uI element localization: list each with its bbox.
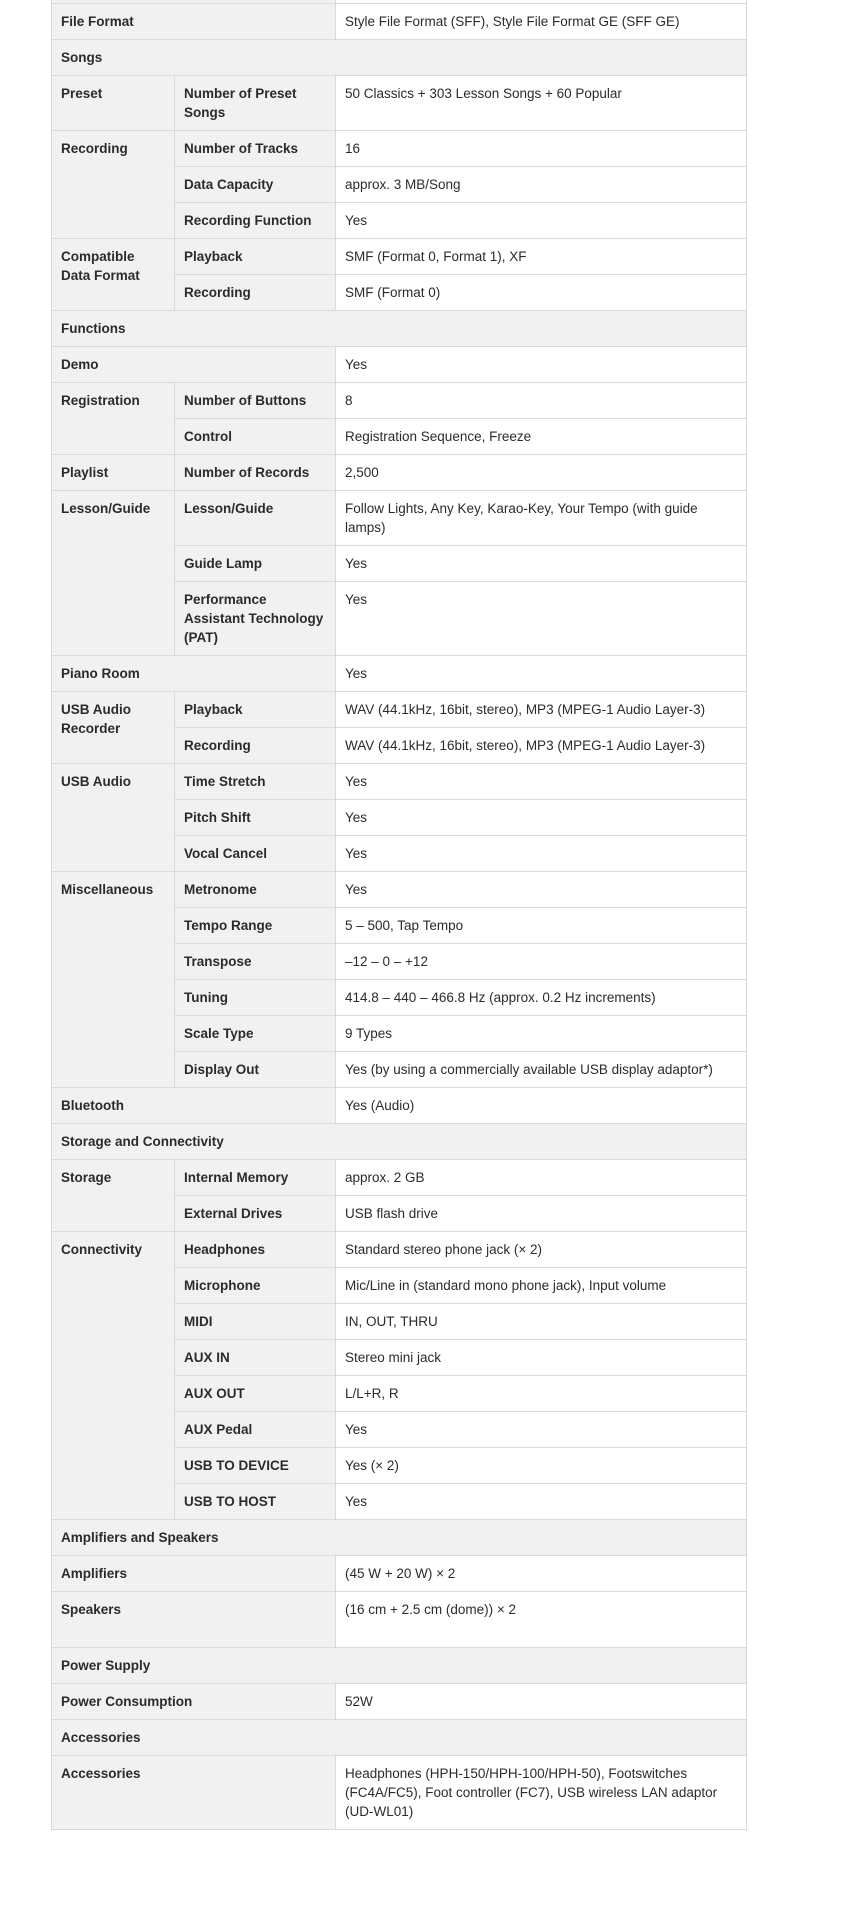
spec-value-cell: Yes <box>336 582 747 656</box>
spec-row <box>52 1592 747 1648</box>
spec-sublabel-cell: Recording Function <box>175 203 336 239</box>
section-header-row <box>52 1720 747 1756</box>
group-label-cell: Preset <box>52 76 175 131</box>
spec-label-cell: Power Consumption <box>52 1684 336 1720</box>
section-header-cell: Songs <box>52 40 747 76</box>
spec-sublabel-cell: Number of Buttons <box>175 383 336 419</box>
spec-value-cell: 414.8 – 440 – 466.8 Hz (approx. 0.2 Hz increments) <box>336 980 747 1016</box>
group-row <box>52 872 747 908</box>
spec-value-cell: WAV (44.1kHz, 16bit, stereo), MP3 (MPEG-1 Audio Layer-3) <box>336 728 747 764</box>
spec-row <box>52 1756 747 1830</box>
spec-row <box>52 1556 747 1592</box>
spec-sublabel-cell: Data Capacity <box>175 167 336 203</box>
group-label-cell: Miscellaneous <box>52 872 175 1088</box>
spec-value-cell: Headphones (HPH-150/HPH-100/HPH-50), Footswitches (FC4A/FC5), Foot controller (FC7), USB wireless LAN adaptor (UD-WL01) <box>336 1756 747 1830</box>
spec-value-cell: SMF (Format 0) <box>336 275 747 311</box>
spec-value-cell: Follow Lights, Any Key, Karao-Key, Your Tempo (with guide lamps) <box>336 491 747 546</box>
spec-sublabel-cell: Recording <box>175 728 336 764</box>
spec-sublabel-cell: Guide Lamp <box>175 546 336 582</box>
spec-value-cell: Yes <box>336 1484 747 1520</box>
section-header-row <box>52 40 747 76</box>
spec-row <box>52 656 747 692</box>
spec-value-cell: IN, OUT, THRU <box>336 1304 747 1340</box>
spec-row <box>52 1088 747 1124</box>
spec-sublabel-cell: Tempo Range <box>175 908 336 944</box>
spec-value-cell: Yes (by using a commercially available USB display adaptor*) <box>336 1052 747 1088</box>
spec-value-cell: Registration Sequence, Freeze <box>336 419 747 455</box>
spec-sublabel-cell: Lesson/Guide <box>175 491 336 546</box>
spec-sublabel-cell: Transpose <box>175 944 336 980</box>
group-row <box>52 383 747 419</box>
section-header-cell: Amplifiers and Speakers <box>52 1520 747 1556</box>
spec-value-cell: 16 <box>336 131 747 167</box>
spec-label-cell: Demo <box>52 347 336 383</box>
spec-value-cell: Yes <box>336 800 747 836</box>
spec-value-cell: Yes (× 2) <box>336 1448 747 1484</box>
spec-sublabel-cell: Playback <box>175 239 336 275</box>
specifications-table <box>51 0 747 1830</box>
group-row <box>52 76 747 131</box>
spec-sublabel-cell: MIDI <box>175 1304 336 1340</box>
specifications-table-body <box>52 0 747 1830</box>
spec-sublabel-cell: Control <box>175 419 336 455</box>
spec-sublabel-cell: Display Out <box>175 1052 336 1088</box>
group-row <box>52 1232 747 1268</box>
group-label-cell: Registration <box>52 383 175 455</box>
spec-value-cell: 52W <box>336 1684 747 1720</box>
spec-value-cell: L/L+R, R <box>336 1376 747 1412</box>
spec-sublabel-cell: Pitch Shift <box>175 800 336 836</box>
section-header-cell: Functions <box>52 311 747 347</box>
spec-value-cell: Yes <box>336 347 747 383</box>
spec-sublabel-cell: Headphones <box>175 1232 336 1268</box>
spec-value-cell: WAV (44.1kHz, 16bit, stereo), MP3 (MPEG-1 Audio Layer-3) <box>336 692 747 728</box>
spec-label-cell: Accessories <box>52 1756 336 1830</box>
spec-value-cell: SMF (Format 0, Format 1), XF <box>336 239 747 275</box>
spec-sublabel-cell: Performance Assistant Technology (PAT) <box>175 582 336 656</box>
spec-sublabel-cell: Recording <box>175 275 336 311</box>
group-label-cell: Recording <box>52 131 175 239</box>
group-row <box>52 692 747 728</box>
group-label-cell: Connectivity <box>52 1232 175 1520</box>
spec-row <box>52 1684 747 1720</box>
spec-row <box>52 4 747 40</box>
spec-value-cell: (45 W + 20 W) × 2 <box>336 1556 747 1592</box>
spec-value-cell: Yes <box>336 836 747 872</box>
group-label-cell: Playlist <box>52 455 175 491</box>
group-row <box>52 1160 747 1196</box>
spec-value-cell: 9 Types <box>336 1016 747 1052</box>
spec-sublabel-cell: Vocal Cancel <box>175 836 336 872</box>
spec-value-cell: (16 cm + 2.5 cm (dome)) × 2 <box>336 1592 747 1648</box>
section-header-cell: Power Supply <box>52 1648 747 1684</box>
section-header-cell: Storage and Connectivity <box>52 1124 747 1160</box>
spec-value-cell: approx. 3 MB/Song <box>336 167 747 203</box>
spec-value-cell: Yes <box>336 203 747 239</box>
group-row <box>52 455 747 491</box>
spec-value-cell: Stereo mini jack <box>336 1340 747 1376</box>
spec-value-cell: Standard stereo phone jack (× 2) <box>336 1232 747 1268</box>
spec-sublabel-cell: Scale Type <box>175 1016 336 1052</box>
spec-value-cell: Yes <box>336 546 747 582</box>
spec-value-cell: approx. 2 GB <box>336 1160 747 1196</box>
spec-label-cell: Bluetooth <box>52 1088 336 1124</box>
section-header-cell: Accessories <box>52 1720 747 1756</box>
spec-value-cell: Style File Format (SFF), Style File Format GE (SFF GE) <box>336 4 747 40</box>
spec-sublabel-cell: Metronome <box>175 872 336 908</box>
spec-sublabel-cell: Tuning <box>175 980 336 1016</box>
group-row <box>52 239 747 275</box>
spec-sublabel-cell: Number of Preset Songs <box>175 76 336 131</box>
spec-value-cell: 50 Classics + 303 Lesson Songs + 60 Popular <box>336 76 747 131</box>
spec-value-cell: 5 – 500, Tap Tempo <box>336 908 747 944</box>
group-row <box>52 491 747 546</box>
spec-value-cell: Mic/Line in (standard mono phone jack), Input volume <box>336 1268 747 1304</box>
spec-value-cell: USB flash drive <box>336 1196 747 1232</box>
spec-value-cell: 2,500 <box>336 455 747 491</box>
spec-row <box>52 347 747 383</box>
spec-sublabel-cell: AUX Pedal <box>175 1412 336 1448</box>
spec-sublabel-cell: Playback <box>175 692 336 728</box>
spec-sublabel-cell: USB TO HOST <box>175 1484 336 1520</box>
spec-label-cell: Piano Room <box>52 656 336 692</box>
group-label-cell: USB Audio Recorder <box>52 692 175 764</box>
group-row <box>52 131 747 167</box>
spec-value-cell: 8 <box>336 383 747 419</box>
section-header-row <box>52 311 747 347</box>
spec-sublabel-cell: Microphone <box>175 1268 336 1304</box>
spec-sublabel-cell: Number of Tracks <box>175 131 336 167</box>
group-label-cell: Compatible Data Format <box>52 239 175 311</box>
spec-value-cell: Yes <box>336 656 747 692</box>
section-header-row <box>52 1520 747 1556</box>
spec-sublabel-cell: Time Stretch <box>175 764 336 800</box>
spec-value-cell: Yes <box>336 764 747 800</box>
group-label-cell: Lesson/Guide <box>52 491 175 656</box>
section-header-row <box>52 1124 747 1160</box>
spec-value-cell: Yes <box>336 1412 747 1448</box>
spec-value-cell: –12 – 0 – +12 <box>336 944 747 980</box>
spec-sublabel-cell: USB TO DEVICE <box>175 1448 336 1484</box>
group-label-cell: USB Audio <box>52 764 175 872</box>
spec-label-cell: Amplifiers <box>52 1556 336 1592</box>
spec-value-cell: Yes <box>336 872 747 908</box>
spec-sublabel-cell: AUX OUT <box>175 1376 336 1412</box>
spec-sublabel-cell: AUX IN <box>175 1340 336 1376</box>
spec-label-cell: Speakers <box>52 1592 336 1648</box>
spec-sublabel-cell: External Drives <box>175 1196 336 1232</box>
group-row <box>52 764 747 800</box>
spec-value-cell: Yes (Audio) <box>336 1088 747 1124</box>
spec-label-cell: File Format <box>52 4 336 40</box>
spec-sublabel-cell: Internal Memory <box>175 1160 336 1196</box>
group-label-cell: Storage <box>52 1160 175 1232</box>
section-header-row <box>52 1648 747 1684</box>
spec-sublabel-cell: Number of Records <box>175 455 336 491</box>
